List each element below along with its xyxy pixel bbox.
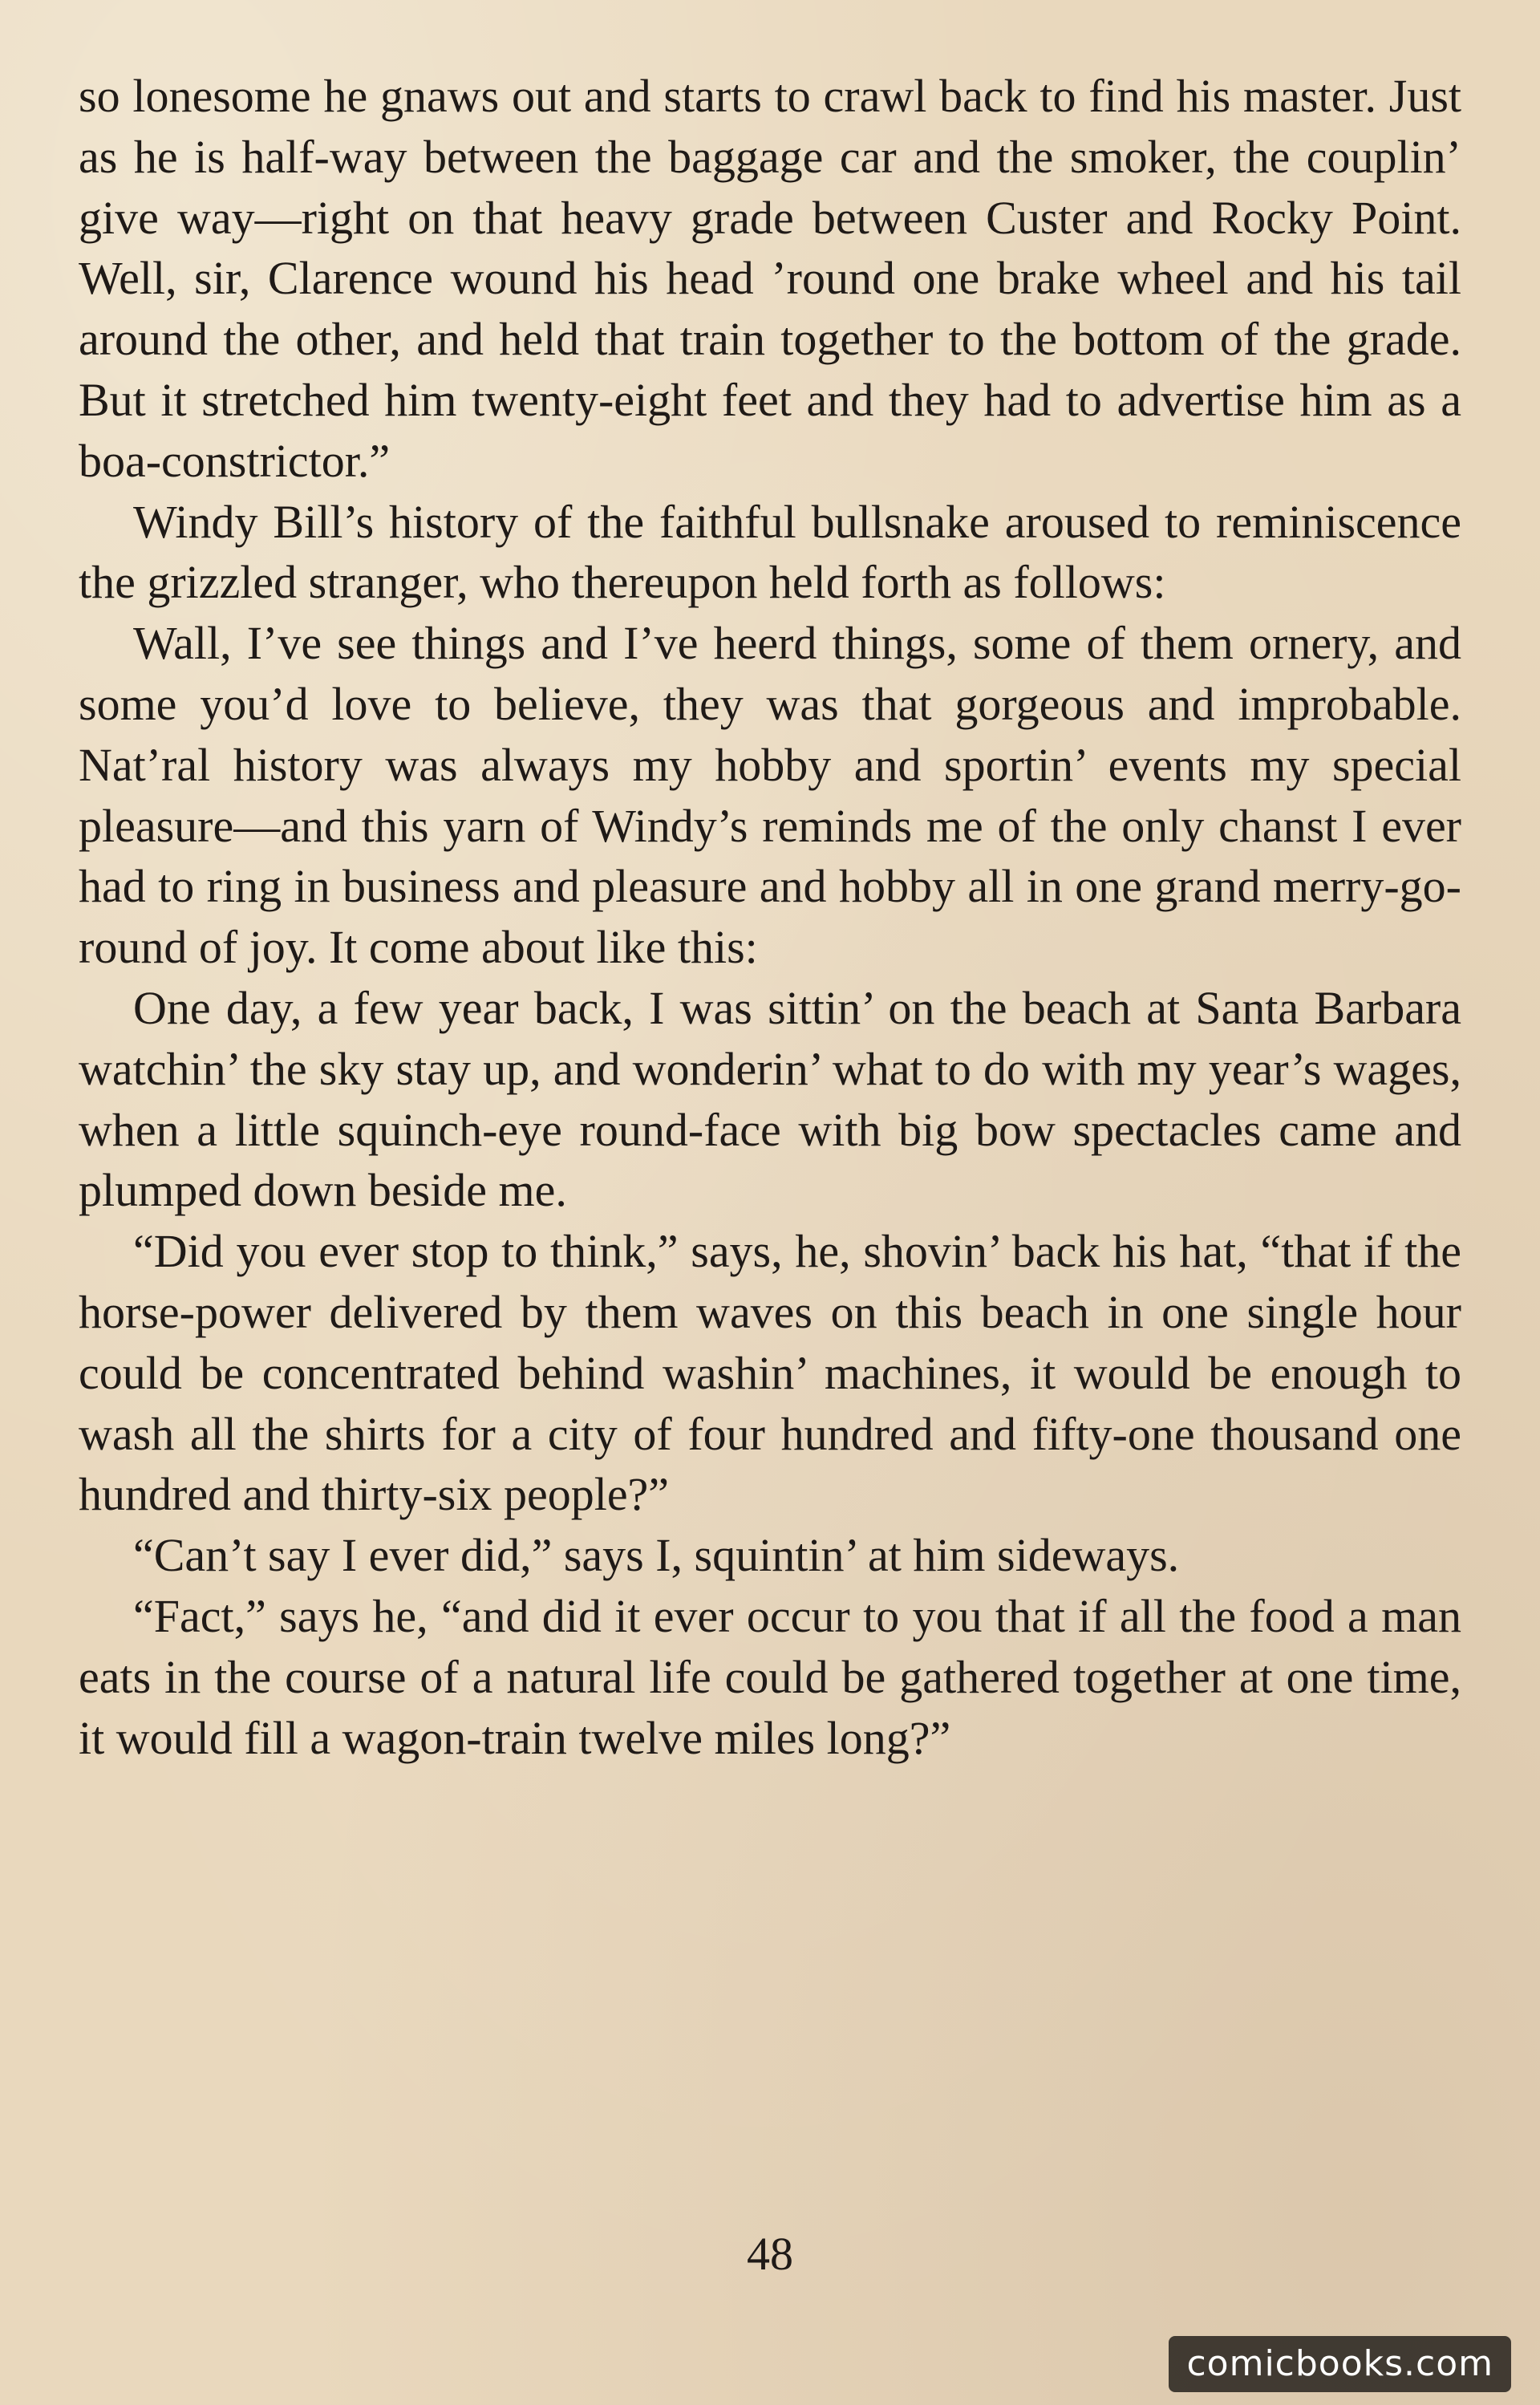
paragraph: “Did you ever stop to think,” says, he, shovin’ back his hat, “that if the horse-power delivered by them waves on this beach in one single hour could be concentrated behind washin’ machines, it would be enough to wash all the shirts for a city of four hundred and fifty-one thousand one hundred and thirty-six people?” (79, 1225, 1461, 1521)
paragraph: “Fact,” says he, “and did it ever occur to you that if all the food a man eats in the course of a natural life could be gathered together at one time, it would fill a wagon-train twelve miles long?” (79, 1589, 1461, 1764)
paragraph: “Can’t say I ever did,” says I, squintin’ at him sideways. (133, 1529, 1180, 1582)
paragraph: One day, a few year back, I was sittin’ on the beach at Santa Barbara watchin’ the sky stay up, and wonderin’ what to do with my year’s wages, when a little squinch-eye round-face with big bow spectacles came and plumped down beside me. (79, 981, 1461, 1217)
paragraph: Windy Bill’s history of the faithful bullsnake aroused to reminiscence the grizzled stranger, who thereupon held forth as follows: (79, 495, 1461, 609)
page-number: 48 (747, 2228, 793, 2280)
site-watermark: comicbooks.com (1169, 2336, 1511, 2392)
paragraph: Wall, I’ve see things and I’ve heerd things, some of them ornery, and some you’d love to believe, they was that gorgeous and improbable. Nat’ral history was always my hobby and sportin’ events my special pleasure—and this yarn of Windy’s reminds me of the only chanst I ever had to ring in business and pleasure and hobby all in one grand merry-go-round of joy. It come about like this: (79, 617, 1461, 974)
paragraph-continued: so lonesome he gnaws out and starts to crawl back to find his master. Just as he is half-way between the baggage car and the smoker, the couplin’ give way—right on that heavy grade between Custer and Rocky Point. Well, sir, Clarence wound his head ’round one brake wheel and his tail around the other, and held that train together to the bottom of the grade. But it stretched him twenty-eight feet and they had to advertise him as a boa-constrictor.” (79, 70, 1461, 487)
book-page-text (79, 66, 1461, 1768)
